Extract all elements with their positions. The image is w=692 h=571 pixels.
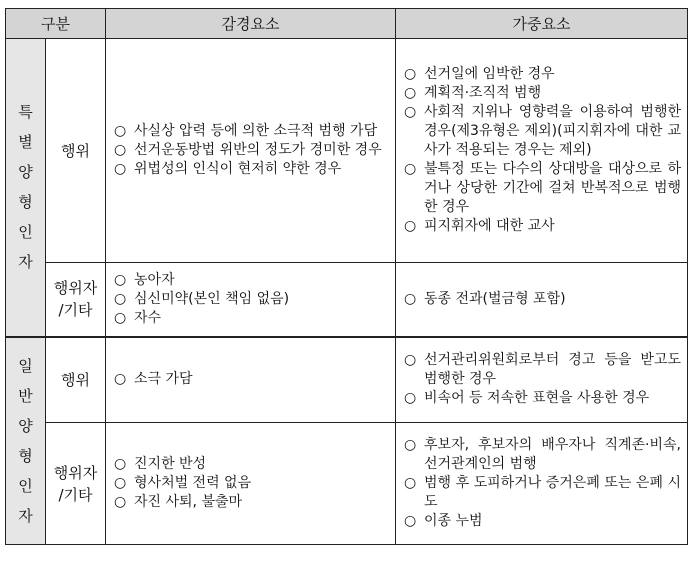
category-char: 별	[18, 133, 33, 152]
mitigating-cell	[106, 39, 396, 263]
category-char: 반	[18, 386, 33, 405]
subcategory-label: 행위자 /기타	[46, 263, 106, 337]
table-row	[6, 423, 688, 545]
table-row	[6, 337, 688, 423]
category-char: 자	[18, 506, 33, 525]
list-item: ○ 선거운동방법 위반의 정도가 경미한 경우	[114, 142, 382, 158]
header-aggravating: 가중요소	[396, 9, 688, 39]
mitigating-cell	[106, 263, 396, 337]
list-item: ○ 불특정 또는 다수의 상대방을 대상으로 하거나 상당한 기간에 걸쳐 반복적으로 범행한 경우	[404, 161, 682, 215]
category-char: 일	[18, 356, 33, 375]
category-general-factors	[6, 337, 46, 545]
category-char: 인	[18, 223, 33, 242]
subcategory-label: 행위자 /기타	[46, 423, 106, 545]
list-item: ○ 진지한 반성	[114, 456, 207, 472]
category-char: 인	[18, 476, 33, 495]
table-row	[6, 263, 688, 337]
header-category: 구분	[6, 9, 106, 39]
category-char: 양	[18, 416, 33, 435]
list-item: ○ 자진 사퇴, 불출마	[114, 494, 243, 510]
category-special-factors	[6, 39, 46, 337]
category-char: 양	[18, 163, 33, 182]
list-item: ○ 계획적·조직적 범행	[404, 85, 542, 101]
category-char: 특	[18, 103, 33, 122]
table-row	[6, 39, 688, 263]
header-mitigating: 감경요소	[106, 9, 396, 39]
list-item: ○ 후보자, 후보자의 배우자나 직계존·비속, 선거관계인의 범행	[404, 437, 682, 472]
subcategory-label: 행위	[46, 39, 106, 263]
category-char: 자	[18, 253, 33, 272]
subcategory-label: 행위	[46, 337, 106, 423]
aggravating-cell	[396, 263, 688, 337]
list-item: ○ 사회적 지위나 영향력을 이용하여 범행한 경우(제3유형은 제외)(피지휘자에 대한 교사가 적용되는 경우는 제외)	[404, 104, 682, 158]
category-char: 형	[18, 193, 33, 212]
sentencing-factors-table	[5, 8, 688, 545]
list-item: ○ 위법성의 인식이 현저히 약한 경우	[114, 161, 342, 177]
list-item: ○ 선거일에 임박한 경우	[404, 66, 555, 82]
aggravating-cell	[396, 39, 688, 263]
list-item: ○ 사실상 압력 등에 의한 소극적 범행 가담	[114, 123, 378, 139]
list-item: ○ 피지휘자에 대한 교사	[404, 218, 555, 234]
aggravating-cell	[396, 337, 688, 423]
list-item: ○ 동종 전과(벌금형 포함)	[404, 290, 566, 307]
header-row	[6, 9, 688, 39]
list-item: ○ 농아자	[114, 271, 175, 288]
list-item: ○ 범행 후 도피하거나 증거은폐 또는 은폐 시도	[404, 475, 682, 510]
category-char: 형	[18, 446, 33, 465]
list-item: ○ 선거관리위원회로부터 경고 등을 받고도 범행한 경우	[404, 352, 682, 388]
list-item: ○ 형사처벌 전력 없음	[114, 475, 252, 491]
list-item: ○ 이종 누범	[404, 513, 483, 529]
aggravating-cell	[396, 423, 688, 545]
list-item: ○ 비속어 등 저속한 표현을 사용한 경우	[404, 390, 650, 407]
mitigating-cell	[106, 423, 396, 545]
list-item: ○ 자수	[114, 309, 162, 326]
list-item: ○ 소극 가담	[114, 371, 193, 388]
list-item: ○ 심신미약(본인 책임 없음)	[114, 290, 290, 307]
mitigating-cell	[106, 337, 396, 423]
